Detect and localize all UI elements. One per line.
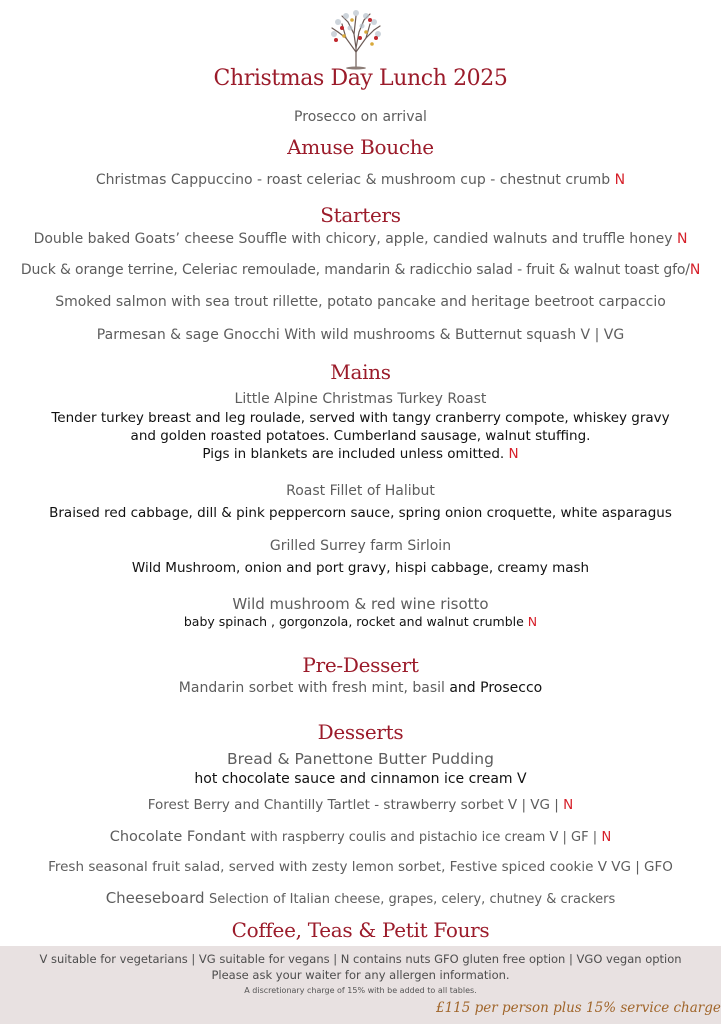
starter-item — [0, 231, 721, 247]
pudding-desc: hot chocolate sauce and cinnamon ice cream V — [194, 771, 527, 787]
fondant-item — [0, 829, 721, 845]
halibut-desc: Braised red cabbage, dill & pink peppercorn sauce, spring onion croquette, white asparagus — [49, 505, 672, 521]
dietary-legend: V suitable for vegetarians | VG suitable for vegans | N contains nuts GFO gluten free option | VGO vegan option — [39, 952, 682, 966]
pre-dessert-item — [0, 680, 721, 696]
tree-icon — [326, 8, 386, 70]
risotto-desc-text: baby spinach , gorgonzola, rocket and walnut crumble — [183, 614, 524, 629]
sirloin-desc: Wild Mushroom, onion and port gravy, hispi cabbage, creamy mash — [131, 560, 590, 576]
nut-marker: N — [676, 231, 688, 247]
starter-item — [0, 262, 721, 278]
turkey-desc-text: Pigs in blankets are included unless omitted. — [202, 446, 505, 462]
tartlet-text: Forest Berry and Chantilly Tartlet - strawberry sorbet V | VG | — [147, 797, 559, 813]
pre-dessert-heading: Pre-Dessert — [302, 653, 419, 677]
fruit-salad-item: Fresh seasonal fruit salad, served with zesty lemon sorbet, Festive spiced cookie V VG | GFO — [48, 859, 673, 875]
mains-heading: Mains — [330, 360, 391, 384]
discretionary-note: A discretionary charge of 15% with be added to all tables. — [244, 986, 477, 995]
nut-marker: N — [601, 830, 612, 845]
nut-marker: N — [527, 614, 538, 629]
amuse-item — [0, 172, 721, 188]
amuse-item-text: Christmas Cappuccino - roast celeriac & mushroom cup - chestnut crumb — [95, 172, 611, 188]
starter-item-text: Parmesan & sage Gnocchi With wild mushrooms & Butternut squash V | VG — [96, 327, 625, 343]
allergen-note: Please ask your waiter for any allergen information. — [211, 968, 510, 982]
starter-item-text: Duck & orange terrine, Celeriac remoulade, mandarin & radicchio salad - fruit & walnut toast gfo/ — [20, 262, 690, 278]
amuse-heading: Amuse Bouche — [287, 135, 434, 159]
cheeseboard-item — [0, 889, 721, 907]
tartlet-item — [0, 797, 721, 813]
pre-dessert-text-b: and Prosecco — [449, 680, 543, 696]
starter-item — [0, 294, 721, 310]
page-title: Christmas Day Lunch 2025 — [213, 66, 508, 91]
turkey-name: Little Alpine Christmas Turkey Roast — [234, 391, 487, 407]
starter-item — [0, 327, 721, 343]
desserts-heading: Desserts — [317, 720, 404, 744]
fondant-desc: with raspberry coulis and pistachio ice cream V | GF | — [250, 830, 598, 845]
cheeseboard-name: Cheeseboard — [105, 889, 205, 907]
nut-marker: N — [508, 446, 519, 462]
risotto-name: Wild mushroom & red wine risotto — [232, 595, 489, 613]
nut-marker: N — [563, 797, 574, 813]
turkey-desc-line2: and golden roasted potatoes. Cumberland sausage, walnut stuffing. — [130, 428, 591, 444]
cheeseboard-desc: Selection of Italian cheese, grapes, celery, chutney & crackers — [208, 892, 616, 907]
coffee-heading: Coffee, Teas & Petit Fours — [231, 918, 490, 942]
sirloin-name: Grilled Surrey farm Sirloin — [269, 538, 452, 554]
fondant-name: Chocolate Fondant — [109, 829, 246, 845]
starters-heading: Starters — [320, 203, 401, 227]
starter-item-text: Smoked salmon with sea trout rillette, potato pancake and heritage beetroot carpaccio — [55, 294, 666, 310]
pudding-name: Bread & Panettone Butter Pudding — [227, 750, 494, 768]
risotto-desc — [0, 614, 721, 629]
nut-marker: N — [614, 172, 626, 188]
starter-item-text: Double baked Goats’ cheese Souffle with chicory, apple, candied walnuts and truffle honey — [33, 231, 673, 247]
price-line: £115 per person plus 15% service charge — [436, 1000, 721, 1016]
nut-marker: N — [689, 262, 701, 278]
halibut-name: Roast Fillet of Halibut — [286, 483, 435, 499]
turkey-desc-line1: Tender turkey breast and leg roulade, served with tangy cranberry compote, whiskey gravy — [51, 410, 670, 426]
turkey-desc-line3 — [0, 446, 721, 462]
pre-dessert-text: Mandarin sorbet with fresh mint, basil — [178, 680, 445, 696]
prosecco-arrival: Prosecco on arrival — [294, 109, 427, 125]
